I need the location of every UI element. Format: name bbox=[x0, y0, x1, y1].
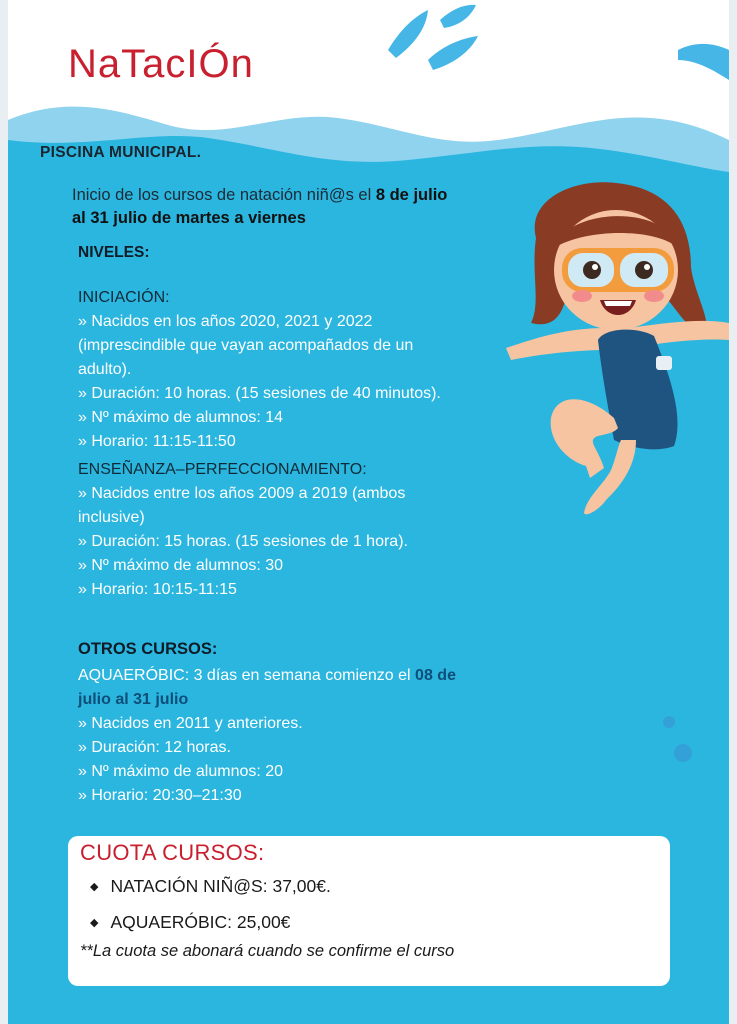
venue-label: PISCINA MUNICIPAL. bbox=[40, 144, 202, 161]
diamond-bullet-icon: ◆ bbox=[90, 917, 99, 929]
intro-text-start: Inicio de los cursos de natación niñ@s el bbox=[72, 186, 376, 204]
aquaerobic-line: » Duración: 12 horas. bbox=[78, 739, 231, 756]
fee-item bbox=[90, 912, 290, 933]
iniciacion-line: adulto). bbox=[78, 361, 132, 378]
ensenanza-line: » Horario: 10:15-11:15 bbox=[78, 581, 237, 598]
iniciacion-line: (imprescindible que vayan acompañados de un bbox=[78, 337, 414, 354]
aquaerobic-line: » Nacidos en 2011 y anteriores. bbox=[78, 715, 303, 732]
aquaerobic-line: » Horario: 20:30–21:30 bbox=[78, 787, 242, 804]
aquaerobic-text: AQUAERÓBIC: 3 días en semana comienzo el bbox=[78, 667, 416, 684]
poster bbox=[8, 0, 729, 1024]
fee-title: CUOTA CURSOS: bbox=[80, 840, 265, 865]
iniciacion-line: » Nacidos en los años 2020, 2021 y 2022 bbox=[78, 313, 373, 330]
niveles-label: NIVELES: bbox=[78, 244, 150, 261]
iniciacion-heading: INICIACIÓN: bbox=[78, 289, 170, 306]
diamond-bullet-icon: ◆ bbox=[90, 881, 99, 893]
ensenanza-section bbox=[78, 458, 538, 602]
intro-text bbox=[72, 184, 552, 230]
aquaerobic-start-date: 08 de bbox=[415, 667, 456, 684]
ensenanza-line: » Nacidos entre los años 2009 a 2019 (ambos bbox=[78, 485, 406, 502]
swimming-girl-illustration bbox=[506, 178, 729, 523]
bubble-decoration bbox=[674, 744, 692, 762]
iniciacion-line: » Nº máximo de alumnos: 14 bbox=[78, 409, 284, 426]
bubble-decoration bbox=[663, 716, 675, 728]
fee-item-text: AQUAERÓBIC: 25,00€ bbox=[110, 912, 291, 932]
intro-start-date: 8 de julio bbox=[375, 186, 448, 204]
page-title: NaTacIÓn bbox=[68, 42, 254, 86]
ensenanza-line: inclusive) bbox=[78, 509, 145, 526]
ensenanza-line: » Nº máximo de alumnos: 30 bbox=[78, 557, 284, 574]
aquaerobic-date-range: julio al 31 julio bbox=[78, 691, 189, 708]
otros-cursos-label: OTROS CURSOS: bbox=[78, 640, 218, 658]
fee-note: **La cuota se abonará cuando se confirme el curso bbox=[80, 942, 455, 960]
iniciacion-line: » Horario: 11:15-11:50 bbox=[78, 433, 236, 450]
aquaerobic-line: » Nº máximo de alumnos: 20 bbox=[78, 763, 284, 780]
intro-date-range: al 31 julio de martes a viernes bbox=[72, 209, 306, 227]
fee-panel bbox=[68, 836, 670, 986]
fee-item bbox=[90, 876, 331, 897]
ensenanza-line: » Duración: 15 horas. (15 sesiones de 1 hora). bbox=[78, 533, 408, 550]
ensenanza-heading: ENSEÑANZA–PERFECCIONAMIENTO: bbox=[78, 461, 367, 478]
iniciacion-line: » Duración: 10 horas. (15 sesiones de 40 minutos). bbox=[78, 385, 441, 402]
aquaerobic-intro bbox=[78, 664, 558, 688]
fee-item-text: NATACIÓN NIÑ@S: 37,00€. bbox=[110, 876, 331, 896]
aquaerobic-section bbox=[78, 664, 558, 808]
iniciacion-section bbox=[78, 286, 538, 454]
